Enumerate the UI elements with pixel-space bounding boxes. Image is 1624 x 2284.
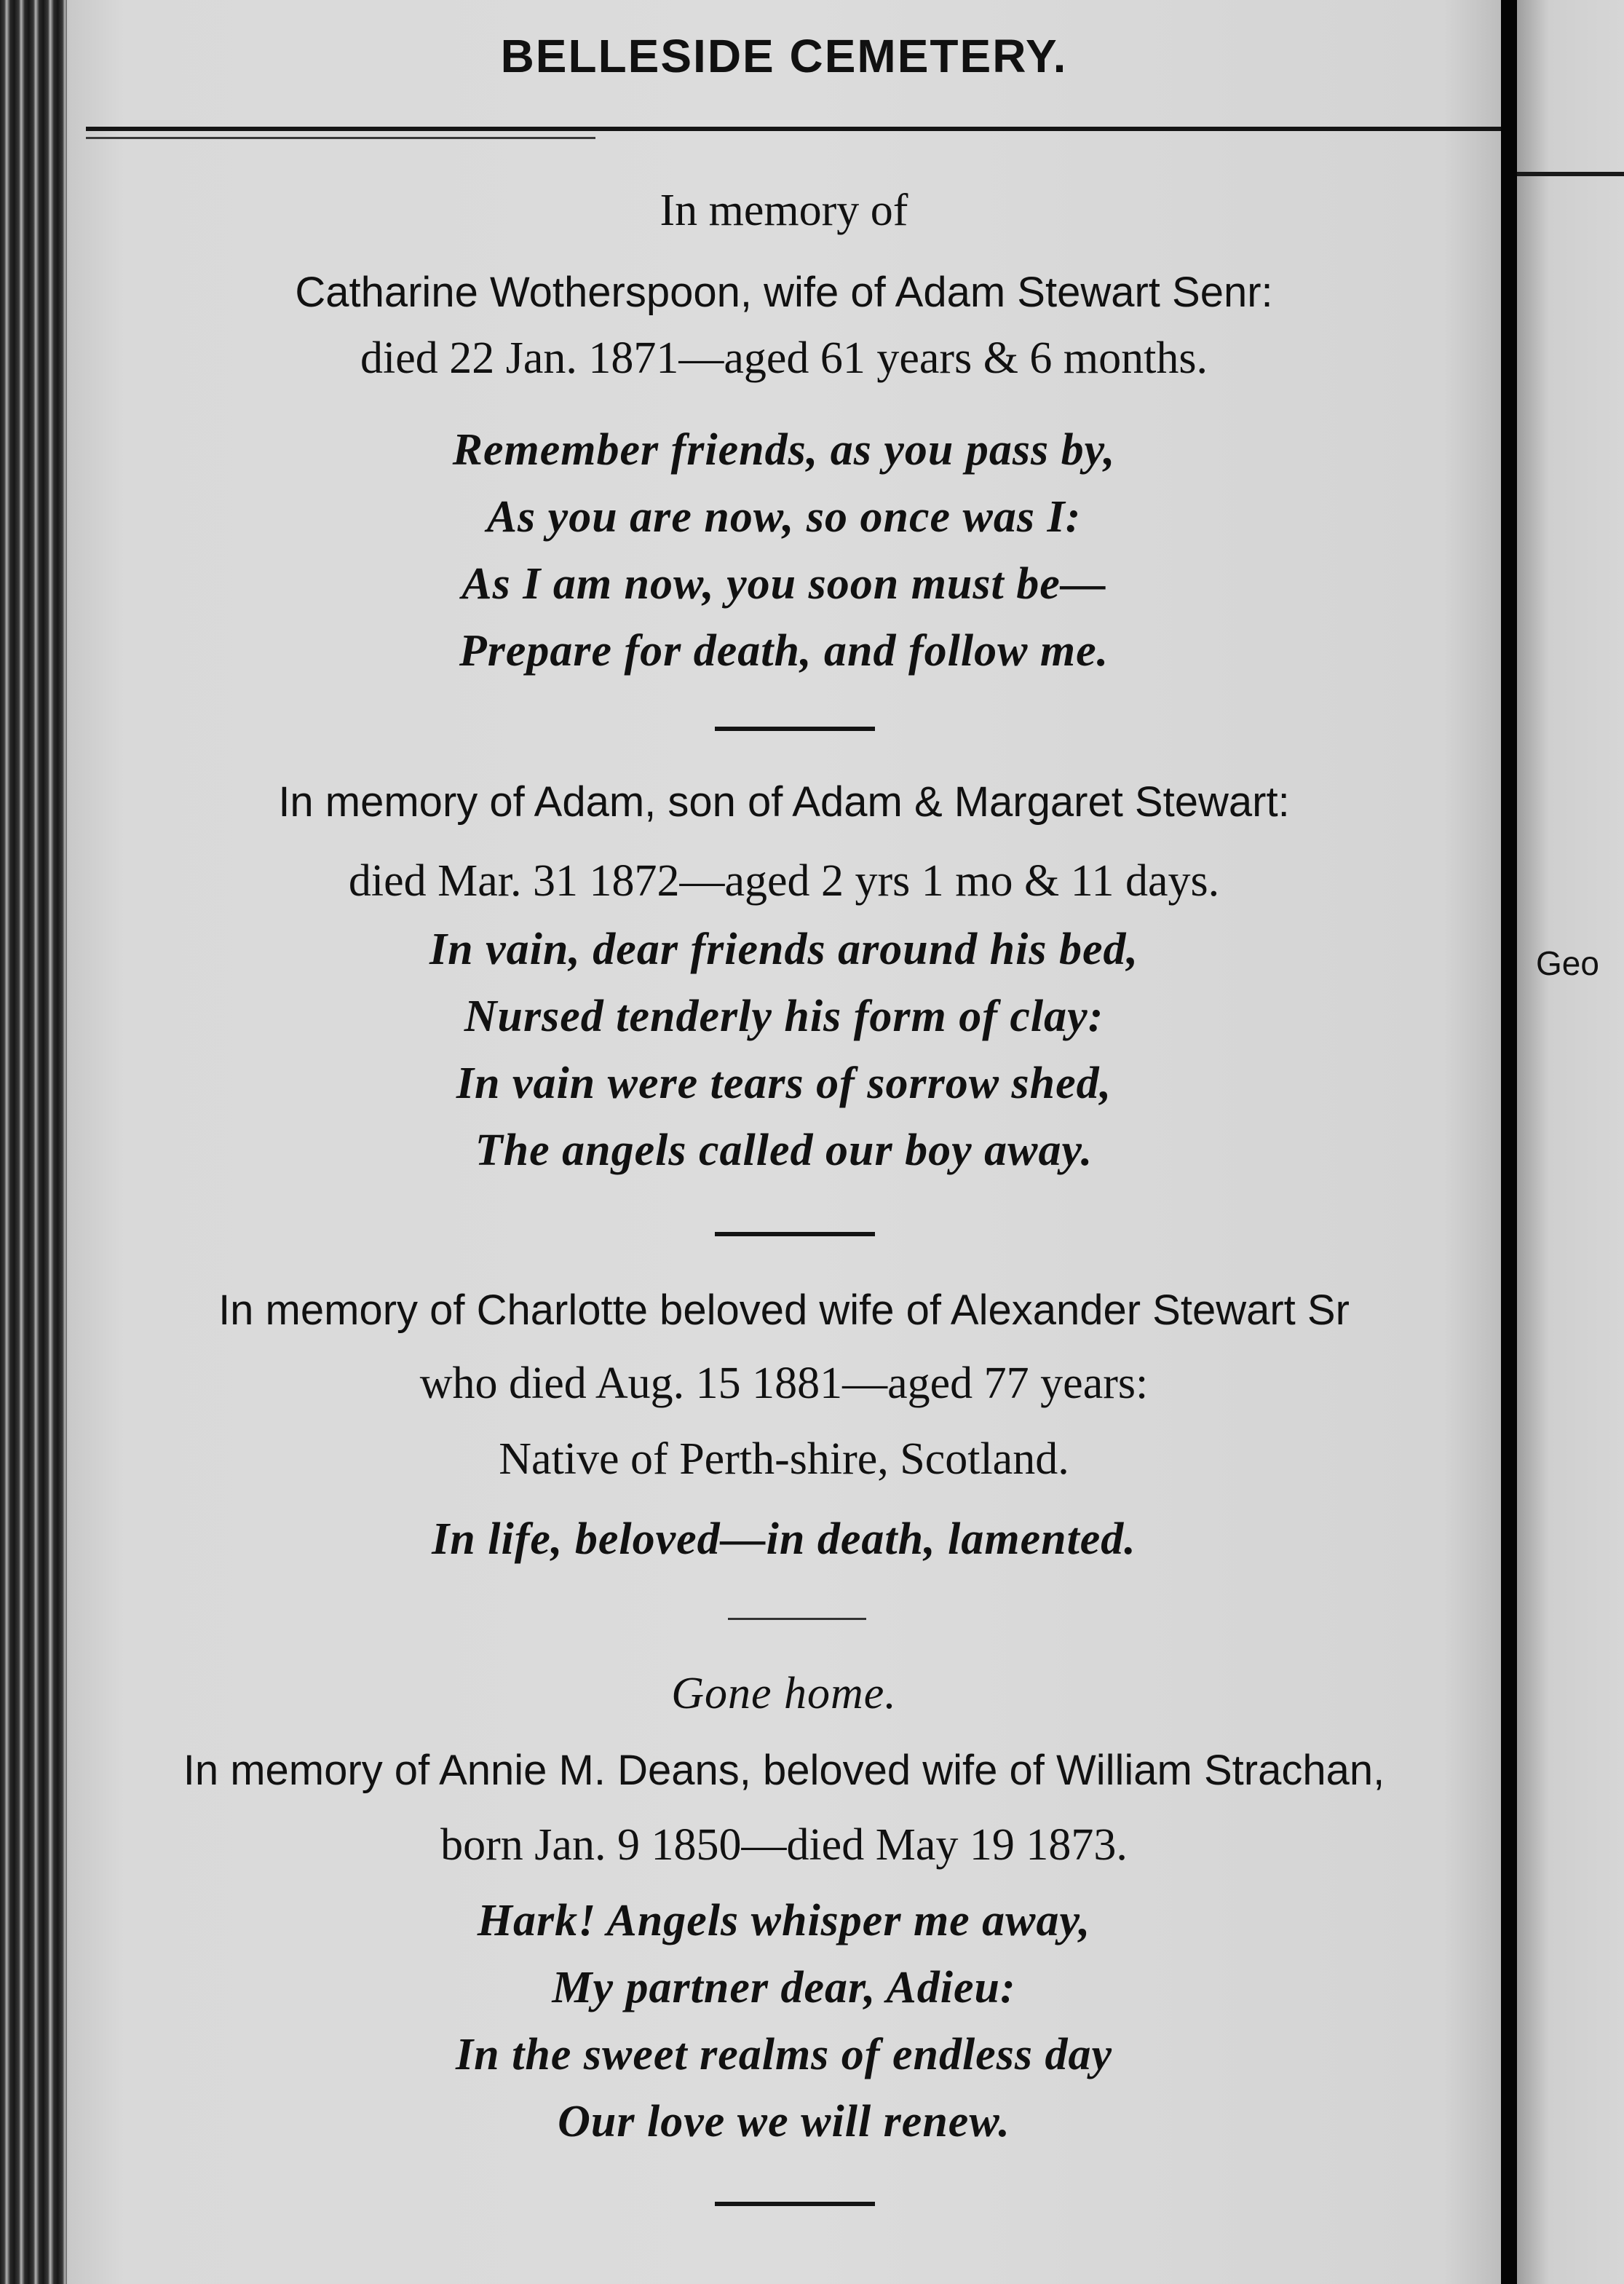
entry-1-verse-4: Prepare for death, and follow me. bbox=[459, 626, 1109, 676]
entry-4-line-1: In memory of Annie M. Deans, beloved wife of William Strachan, bbox=[183, 1747, 1385, 1794]
entry-1-verse-3: As I am now, you soon must be— bbox=[462, 559, 1106, 609]
page-header: BELLESIDE CEMETERY. bbox=[500, 30, 1068, 82]
book-spine bbox=[1501, 0, 1517, 2284]
separator-rule bbox=[715, 1232, 875, 1236]
separator-rule bbox=[715, 2202, 875, 2206]
entry-4-verse-2: My partner dear, Adieu: bbox=[552, 1963, 1016, 2012]
entry-4-verse-4: Our love we will renew. bbox=[558, 2097, 1010, 2146]
entry-1-line-1: In memory of bbox=[659, 186, 908, 235]
entry-3-line-2: who died Aug. 15 1881—aged 77 years: bbox=[419, 1359, 1149, 1408]
entry-2-verse-3: In vain were tears of sorrow shed, bbox=[456, 1059, 1112, 1108]
entry-3-line-1: In memory of Charlotte beloved wife of Alexander Stewart Sr bbox=[218, 1287, 1350, 1334]
facing-page-text: Geo bbox=[1536, 944, 1599, 982]
entry-1-line-2: Catharine Wotherspoon, wife of Adam Stewart Senr: bbox=[295, 269, 1273, 316]
entry-2-verse-1: In vain, dear friends around his bed, bbox=[429, 925, 1139, 974]
entry-4-opening: Gone home. bbox=[671, 1669, 897, 1718]
entry-1-verse-1: Remember friends, as you pass by, bbox=[452, 425, 1116, 475]
entry-4-verse-3: In the sweet realms of endless day bbox=[456, 2030, 1112, 2079]
separator-rule bbox=[715, 727, 875, 731]
entry-4-line-2: born Jan. 9 1850—died May 19 1873. bbox=[440, 1820, 1128, 1870]
separator-rule bbox=[728, 1618, 866, 1620]
facing-page-rule bbox=[1517, 172, 1624, 176]
book-binding-edge bbox=[0, 0, 67, 2284]
facing-page-edge bbox=[1517, 0, 1624, 2284]
header-rule-thin bbox=[86, 137, 595, 139]
entry-1-line-3: died 22 Jan. 1871—aged 61 years & 6 months. bbox=[360, 333, 1208, 383]
entry-4-verse-1: Hark! Angels whisper me away, bbox=[477, 1896, 1091, 1945]
entry-2-line-1: In memory of Adam, son of Adam & Margaret Stewart: bbox=[278, 778, 1290, 826]
entry-2-verse-4: The angels called our boy away. bbox=[475, 1126, 1093, 1175]
entry-3-verse-1: In life, beloved—in death, lamented. bbox=[432, 1514, 1136, 1564]
entry-1-verse-2: As you are now, so once was I: bbox=[486, 492, 1082, 542]
entry-3-line-3: Native of Perth-shire, Scotland. bbox=[499, 1434, 1069, 1484]
header-rule bbox=[86, 127, 1501, 131]
entry-2-verse-2: Nursed tenderly his form of clay: bbox=[464, 992, 1104, 1041]
entry-2-line-2: died Mar. 31 1872—aged 2 yrs 1 mo & 11 days. bbox=[348, 856, 1220, 906]
